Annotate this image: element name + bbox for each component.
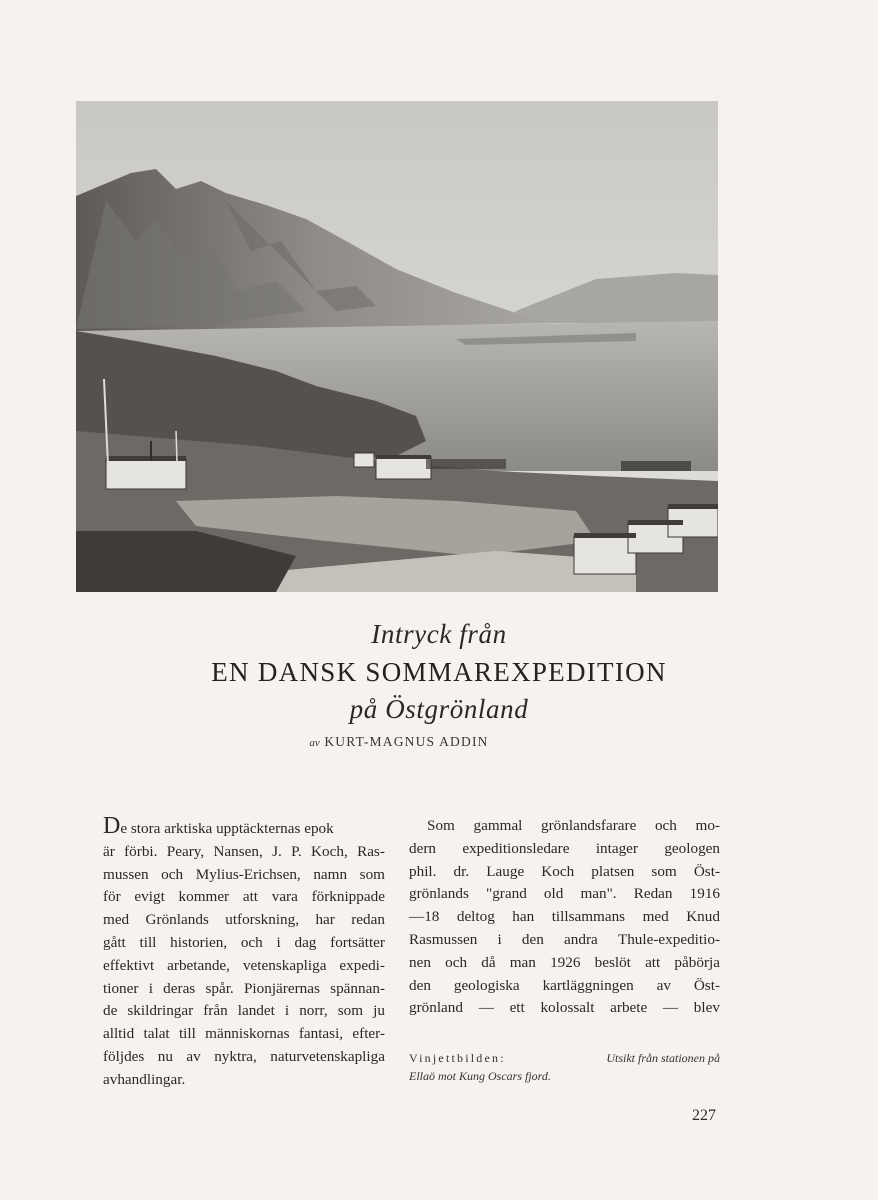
text-line: för evigt kommer att vara förknippade [103, 888, 385, 906]
title-line-1 [0, 619, 878, 650]
byline-author: KURT-MAGNUS ADDIN [324, 734, 489, 749]
byline [0, 734, 798, 750]
text-line: gått till historien, och i dag fortsätter [103, 933, 385, 951]
byline-prefix: av [309, 737, 320, 749]
caption-label: Vinjettbilden: [409, 1051, 506, 1065]
title-main: EN DANSK SOMMAREXPEDITION [211, 657, 667, 687]
caption-text-1: Utsikt från stationen på [606, 1051, 720, 1065]
text-line: den geologiska kartläggningen av Öst- [409, 976, 720, 994]
text-line: Som gammal grönlandsfarare och mo- [427, 817, 720, 834]
caption-text-2: Ellaö mot Kung Oscars fjord. [409, 1069, 551, 1083]
text-line: är förbi. Peary, Nansen, J. P. Koch, Ras- [103, 842, 385, 860]
text-line: de skildringar från landet i norr, som ju [103, 1002, 385, 1020]
title-subtitle: på Östgrönland [349, 694, 529, 724]
title-intro: Intryck från [371, 619, 507, 649]
title-line-3 [0, 694, 878, 725]
landscape-photo-icon [76, 101, 718, 592]
text-line: —18 deltog han tillsammans med Knud [409, 908, 720, 926]
caption-line-1 [409, 1049, 720, 1067]
text-line: grönlands "grand old man". Redan 1916 [409, 885, 720, 903]
title-line-2 [0, 657, 878, 688]
text-line: grönland — ett kolossalt arbete — blev [409, 999, 720, 1017]
page-number: 227 [692, 1107, 716, 1124]
text-line: följdes nu av nyktra, naturvetenskapliga [103, 1047, 385, 1065]
text-line: dern expeditionsledare intager geologen [409, 839, 720, 857]
landscape-photo [76, 101, 718, 592]
left-column [103, 815, 385, 1092]
text-line: effektivt arbetande, vetenskapliga expedi- [103, 956, 385, 974]
text-line: med Grönlands utforskning, har redan [103, 911, 385, 929]
right-column [409, 815, 720, 1020]
text-line: alltid talat till människornas fantasi, efter- [103, 1025, 385, 1043]
text-line: nen och då man 1926 beslöt att påbörja [409, 953, 720, 971]
drop-cap: D [103, 813, 121, 839]
text-line: Rasmussen i den andra Thule-expeditio- [409, 930, 720, 948]
text-line: De stora arktiska upptäckternas epok [103, 813, 334, 839]
text-line: phil. dr. Lauge Koch platsen som Öst- [409, 862, 720, 880]
text-line: mussen och Mylius-Erichsen, namn som [103, 865, 385, 883]
text-line: tioner i deras spår. Pionjärernas spännan- [103, 979, 385, 997]
photo-caption [409, 1049, 720, 1085]
text-line: avhandlingar. [103, 1070, 186, 1088]
